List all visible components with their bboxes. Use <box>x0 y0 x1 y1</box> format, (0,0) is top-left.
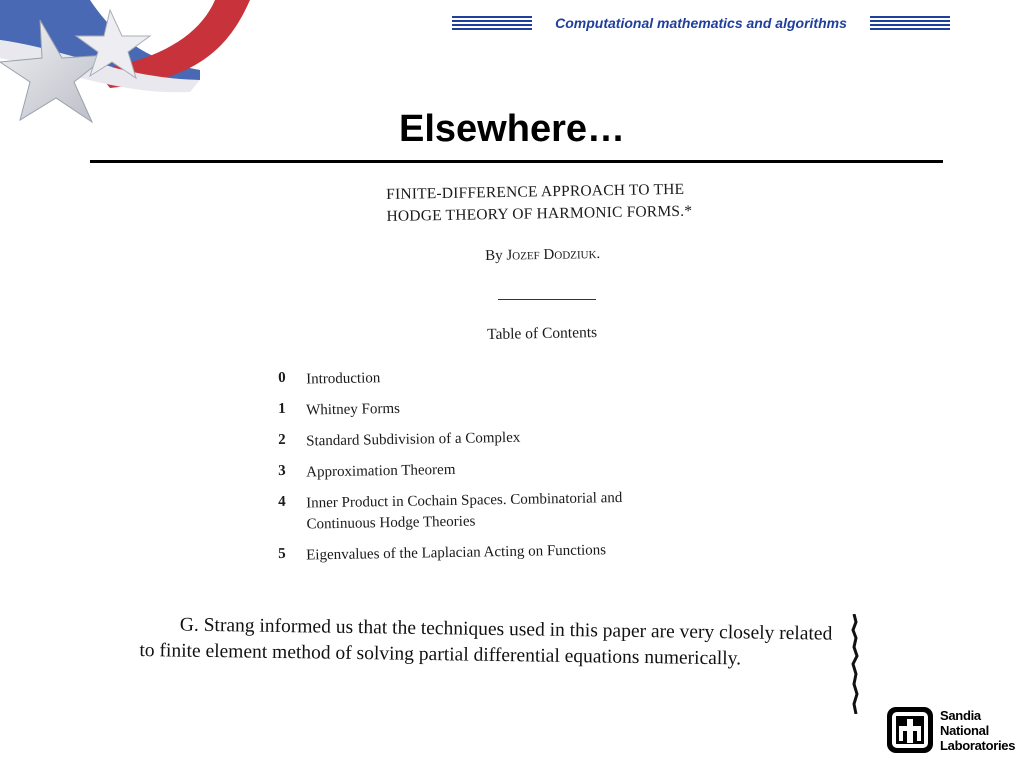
scan-edge-mark <box>851 614 859 714</box>
toc-number: 1 <box>278 400 286 417</box>
toc-number: 0 <box>278 369 286 386</box>
paper-author <box>485 246 600 265</box>
toc-number: 5 <box>278 545 286 562</box>
author-prefix: By <box>485 247 503 264</box>
toc-title: Standard Subdivision of a Complex <box>306 429 521 450</box>
toc-title: Eigenvalues of the Laplacian Acting on Functions <box>306 542 607 564</box>
paper-title-line2: HODGE THEORY OF HARMONIC FORMS.* <box>386 202 693 225</box>
toc-title: Inner Product in Cochain Spaces. Combinatorial and Continuous Hodge Theories <box>306 489 623 533</box>
toc-title: Whitney Forms <box>306 400 401 419</box>
toc-item <box>278 425 698 450</box>
author-divider <box>498 299 596 300</box>
thunderbird-icon <box>886 706 934 754</box>
toc-item <box>278 456 698 481</box>
logo-line-2: National <box>940 723 989 738</box>
logo-line-1: Sandia <box>940 708 981 723</box>
toc-number: 2 <box>278 431 286 448</box>
toc-item <box>278 487 698 533</box>
sandia-logo <box>886 706 1014 758</box>
toc-title: Introduction <box>306 370 381 388</box>
page-title: Elsewhere… <box>399 108 625 150</box>
toc-item <box>278 539 698 564</box>
toc-item <box>278 363 698 388</box>
toc-item <box>278 394 698 419</box>
paper-title-line1: FINITE-DIFFERENCE APPROACH TO THE <box>386 180 685 203</box>
paper-title <box>386 178 727 228</box>
header-rule-right <box>870 16 950 34</box>
toc-title: Approximation Theorem <box>306 461 456 481</box>
logo-wordmark <box>940 708 1015 753</box>
toc-number: 4 <box>278 493 286 510</box>
header-subtitle: Computational mathematics and algorithms <box>555 15 847 31</box>
author-name: Jozef Dodziuk. <box>506 245 601 264</box>
title-divider <box>90 160 943 163</box>
footnote-text: G. Strang informed us that the techniques used in this paper are very closely related to finite element method of solving partial differential equations numerically. <box>139 614 833 670</box>
logo-line-3: Laboratories <box>940 738 1016 753</box>
toc-heading: Table of Contents <box>487 324 598 343</box>
header-rule-left <box>452 16 532 34</box>
header-bar <box>452 14 950 36</box>
toc-number: 3 <box>278 462 286 479</box>
